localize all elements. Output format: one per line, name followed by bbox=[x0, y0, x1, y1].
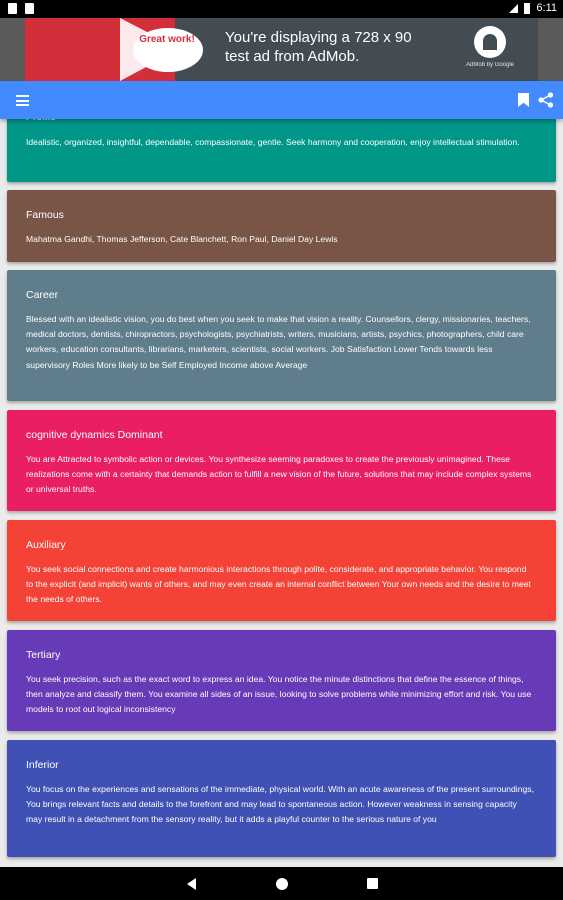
card-body: You are Attracted to symbolic action or devices. You synthesize seeming paradoxes to create the previously unimagined. These realizations come with a certainty that demands action to fulfill a new vision of the future, solutions that may include complex systems or universal truths. bbox=[26, 454, 532, 495]
battery-icon bbox=[524, 3, 530, 14]
card-title: Auxiliary bbox=[26, 539, 66, 551]
notification-icon bbox=[8, 3, 17, 14]
card-tertiary bbox=[7, 630, 556, 731]
card-inferior bbox=[7, 740, 556, 857]
card-body: Mahatma Gandhi, Thomas Jefferson, Cate Blanchett, Ron Paul, Daniel Day Lewis bbox=[26, 234, 338, 244]
admob-icon bbox=[474, 26, 506, 58]
signal-icon bbox=[509, 4, 518, 13]
navigation-bar bbox=[0, 867, 563, 900]
content-scroll[interactable] bbox=[0, 119, 563, 867]
ad-text: You're displaying a 728 x 90 test ad from AdMob. bbox=[225, 29, 412, 65]
card-career bbox=[7, 270, 556, 401]
card-famous bbox=[7, 190, 556, 262]
card-title: Tertiary bbox=[26, 649, 61, 661]
ad-badge-text: Great work! bbox=[139, 34, 195, 45]
card-title: Famous bbox=[26, 209, 64, 221]
admob-caption: AdMob by Google bbox=[465, 62, 515, 68]
card-title: Career bbox=[26, 289, 59, 301]
bookmark-icon[interactable] bbox=[518, 93, 529, 107]
status-bar bbox=[0, 0, 563, 18]
ad-banner[interactable] bbox=[0, 18, 563, 81]
app-bar bbox=[0, 81, 563, 119]
card-title: cognitive dynamics Dominant bbox=[26, 429, 163, 441]
admob-logo bbox=[455, 26, 525, 68]
card-body: You seek precision, such as the exact word to express an idea. You notice the minute distinctions that define the essence of things, then analyze and classify them. You examine all sides of an issue, looking to solve problems while minimizing effort and risk. You use models to root out logical inconsistency bbox=[26, 674, 532, 715]
recents-icon[interactable] bbox=[367, 878, 378, 889]
back-icon[interactable] bbox=[187, 878, 196, 890]
home-icon[interactable] bbox=[276, 878, 288, 890]
clock: 6:11 bbox=[536, 2, 557, 14]
card-dominant bbox=[7, 410, 556, 511]
card-body: You focus on the experiences and sensations of the immediate, physical world. With an acute awareness of the present surroundings, You brings relevant facts and details to the forefront and may lead to spontaneous action. However weakness in sensing capacity may result in a detachment from the sensory reality, but it adds a playful counter to the serious nature of you bbox=[26, 784, 534, 825]
sd-card-icon bbox=[25, 3, 34, 14]
card-title: Inferior bbox=[26, 759, 59, 771]
card-body: Blessed with an idealistic vision, you do best when you seek to make that vision a reality. Counsellors, clergy, missionaries, teachers, medical doctors, dentists, chiropractors, psychologists, psychiatrists, writers, musicians, artists, psychics, photographers, child care workers, education consultants, librarians, marketers, scientists, social workers. Job Satisfaction Lower Tends towards less supervisory Roles More likely to be Self Employed Income above Average bbox=[26, 314, 531, 370]
card-body: You seek social connections and create harmonious interactions through polite, considerate, and appropriate behavior. You respond to the explicit (and implicit) wants of others, and may even create an internal conflict between Your own needs and the desire to meet the needs of others. bbox=[26, 564, 531, 605]
card-body: Idealistic, organized, insightful, dependable, compassionate, gentle. Seek harmony and cooperation, enjoy intellectual stimulation. bbox=[26, 137, 520, 147]
share-icon[interactable] bbox=[538, 92, 554, 108]
menu-icon[interactable] bbox=[16, 95, 29, 106]
card-auxiliary bbox=[7, 520, 556, 621]
